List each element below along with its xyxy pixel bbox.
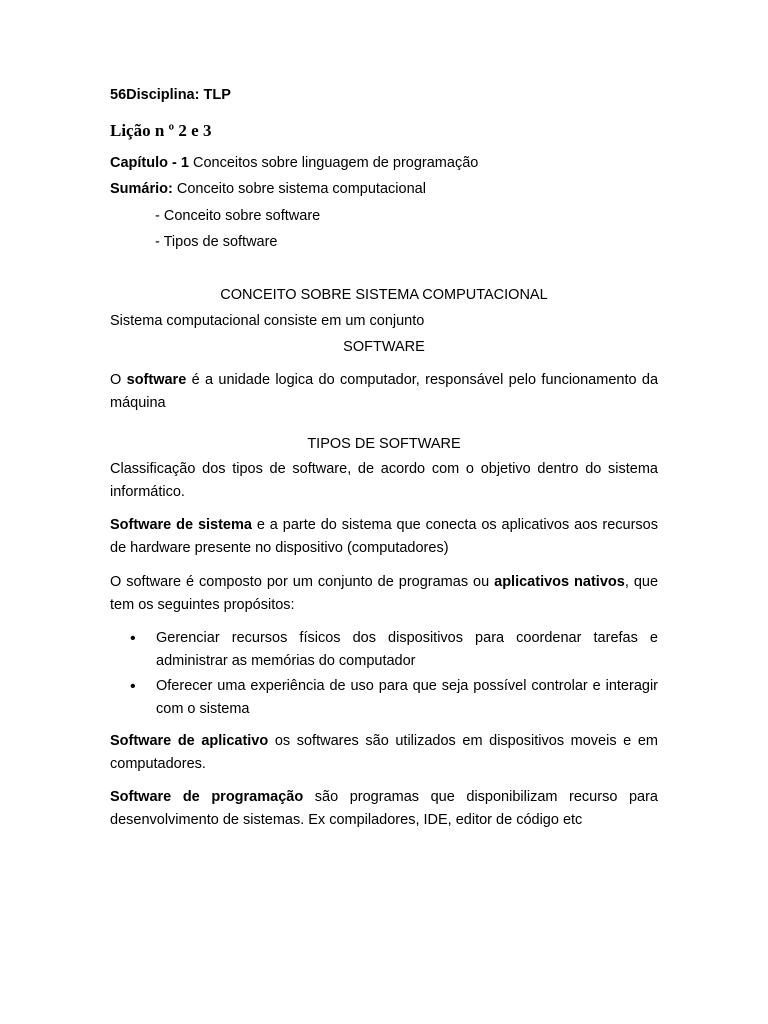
section-heading-system: CONCEITO SOBRE SISTEMA COMPUTACIONAL [220, 287, 548, 303]
summary-line [110, 180, 426, 198]
app-software-term: Software de aplicativo [110, 733, 269, 749]
software-prefix: O [110, 372, 127, 388]
bullet-icon: • [130, 678, 136, 695]
types-intro-paragraph: Classificação dos tipos de software, de acordo com o objetivo dentro do sistema informático. [110, 461, 658, 500]
system-software-term: Software de sistema [110, 517, 252, 533]
software-paragraph [110, 369, 658, 415]
chapter-text: Conceitos sobre linguagem de programação [188, 155, 479, 171]
composed-term: aplicativos nativos [494, 574, 625, 590]
app-software-text: os softwares são utilizados em dispositivos moveis e em computadores. [110, 733, 658, 772]
composed-prefix: O software é composto por um conjunto de programas ou [110, 574, 495, 590]
app-software-paragraph [110, 730, 658, 776]
prog-software-text: são programas que disponibilizam recurso para desenvolvimento de sistemas. Ex compiladores, IDE, editor de código etc [110, 789, 658, 828]
summary-item: - Tipos de software [155, 234, 278, 250]
section-heading-types: TIPOS DE SOFTWARE [307, 436, 461, 452]
discipline-header: 56Disciplina: TLP [110, 87, 231, 103]
system-text: Sistema computacional consiste em um conjunto [110, 313, 425, 329]
lesson-title: Lição n º 2 e 3 [110, 121, 212, 140]
software-text: é a unidade logica do computador, responsável pelo funcionamento da máquina [110, 372, 659, 411]
system-software-paragraph [110, 514, 658, 560]
software-bold: software [126, 372, 187, 388]
prog-software-term: Software de programação [110, 789, 304, 805]
chapter-line [110, 154, 478, 172]
summary-label: Sumário: [110, 181, 173, 197]
system-software-text: e a parte do sistema que conecta os aplicativos aos recursos de hardware presente no dispositivo (computadores) [110, 517, 658, 556]
prog-software-paragraph [110, 786, 658, 832]
bullet-text: Oferecer uma experiência de uso para que seja possível controlar e interagir com o sistema [156, 678, 658, 717]
composed-text: , que tem os seguintes propósitos: [110, 574, 659, 613]
summary-item: - Conceito sobre software [155, 208, 321, 224]
section-heading-software: SOFTWARE [343, 339, 425, 355]
bullet-icon: • [130, 630, 136, 647]
composed-paragraph [110, 571, 658, 617]
chapter-label: Capítulo - 1 [110, 155, 189, 171]
bullet-text: Gerenciar recursos físicos dos dispositivos para coordenar tarefas e administrar as memórias do computador [156, 630, 658, 669]
summary-text: Conceito sobre sistema computacional [172, 181, 426, 197]
